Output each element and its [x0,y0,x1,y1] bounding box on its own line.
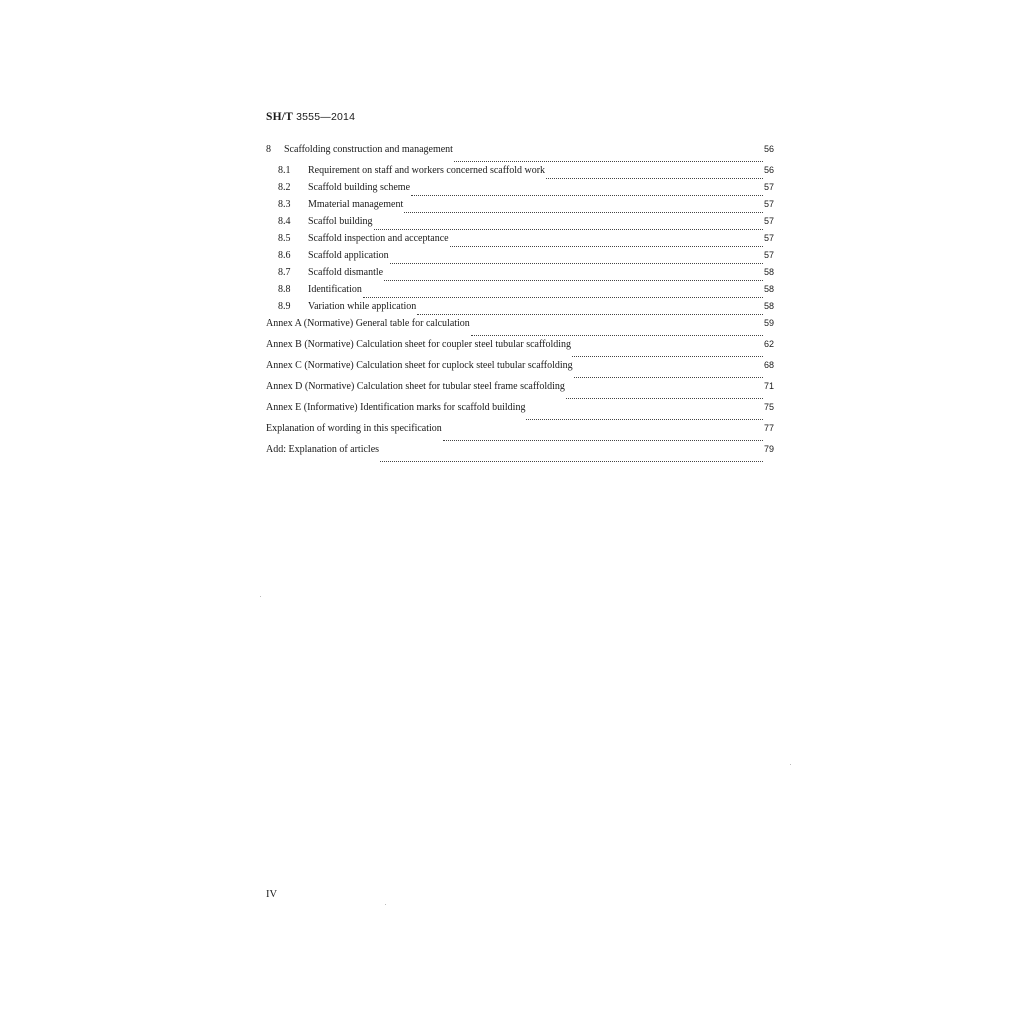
toc-entry-title: Scaffolding construction and management [284,144,453,155]
dot-leader [363,296,763,298]
toc-entry-page: 58 [763,301,774,311]
toc-entry [266,339,774,360]
toc-entry [266,199,774,216]
toc-entry-title: Annex E (Informative) Identification marks for scaffold building [266,402,526,413]
table-of-contents [266,144,774,465]
toc-entry-page: 71 [763,381,774,391]
toc-entry-page: 56 [763,165,774,175]
standard-number: 3555—2014 [296,111,356,123]
toc-entry-page: 79 [763,444,774,454]
dot-leader [374,228,763,230]
toc-entry-number: 8.3 [278,199,291,210]
dot-leader [471,334,763,336]
dot-leader [411,194,763,196]
toc-entry-number: 8.1 [278,165,291,176]
toc-entry-page: 58 [763,284,774,294]
toc-entry [266,165,774,182]
toc-entry [266,318,774,339]
toc-entry-title: Scaffold application [308,250,389,261]
dot-leader [380,460,763,462]
toc-entry-title: Scaffold building scheme [308,182,411,193]
scan-speck [790,764,791,765]
scan-speck [385,904,386,905]
toc-entry-title: Explanation of wording in this specification [266,423,442,434]
toc-entry-page: 77 [763,423,774,433]
toc-entry-number: 8.8 [278,284,291,295]
dot-leader [390,262,763,264]
toc-entry [266,301,774,318]
toc-entry-page: 57 [763,250,774,260]
toc-entry [266,423,774,444]
dot-leader [566,397,763,399]
toc-entry-title: Requirement on staff and workers concerned scaffold work [308,165,546,176]
toc-entry [266,216,774,233]
toc-entry [266,284,774,301]
toc-entry-number: 8.7 [278,267,291,278]
dot-leader [443,439,763,441]
dot-leader [526,418,763,420]
toc-entry-number: 8.5 [278,233,291,244]
toc-entry-number: 8.9 [278,301,291,312]
dot-leader [572,355,763,357]
dot-leader [454,160,763,162]
toc-entry-title: Scaffold dismantle [308,267,384,278]
toc-entry [266,233,774,250]
dot-leader [404,211,763,213]
document-header [266,111,355,123]
toc-entry-number: 8 [266,144,271,155]
toc-entry-title: Scaffol building [308,216,373,227]
toc-entry-page: 59 [763,318,774,328]
scan-speck [260,596,261,597]
toc-entry-title: Add: Explanation of articles [266,444,380,455]
toc-entry-page: 57 [763,199,774,209]
toc-entry-title: Annex D (Normative) Calculation sheet for tubular steel frame scaffolding [266,381,565,392]
toc-entry [266,402,774,423]
dot-leader [546,177,763,179]
toc-entry-page: 75 [763,402,774,412]
toc-entry-number: 8.6 [278,250,291,261]
toc-entry [266,267,774,284]
toc-entry-page: 57 [763,233,774,243]
toc-entry-page: 68 [763,360,774,370]
toc-entry-page: 56 [763,144,774,154]
toc-entry-page: 57 [763,216,774,226]
dot-leader [574,376,763,378]
dot-leader [450,245,763,247]
toc-entry-title: Mmaterial management [308,199,404,210]
toc-entry-number: 8.4 [278,216,291,227]
toc-entry [266,381,774,402]
toc-entry-title: Annex C (Normative) Calculation sheet for cuplock steel tubular scaffolding [266,360,573,371]
toc-entry-page: 62 [763,339,774,349]
toc-entry-page: 57 [763,182,774,192]
toc-entry [266,182,774,199]
toc-entry-page: 58 [763,267,774,277]
toc-entry-number: 8.2 [278,182,291,193]
toc-entry [266,360,774,381]
dot-leader [417,313,763,315]
page-number: IV [266,889,278,900]
toc-entry-title: Scaffold inspection and acceptance [308,233,449,244]
toc-entry-title: Identification [308,284,362,295]
toc-entry-title: Annex A (Normative) General table for calculation [266,318,470,329]
toc-entry [266,444,774,465]
standard-code: SH/T [266,111,294,123]
toc-entry-title: Variation while application [308,301,417,312]
toc-entry-title: Annex B (Normative) Calculation sheet for coupler steel tubular scaffolding [266,339,571,350]
toc-entry [266,144,774,165]
dot-leader [384,279,763,281]
toc-entry [266,250,774,267]
